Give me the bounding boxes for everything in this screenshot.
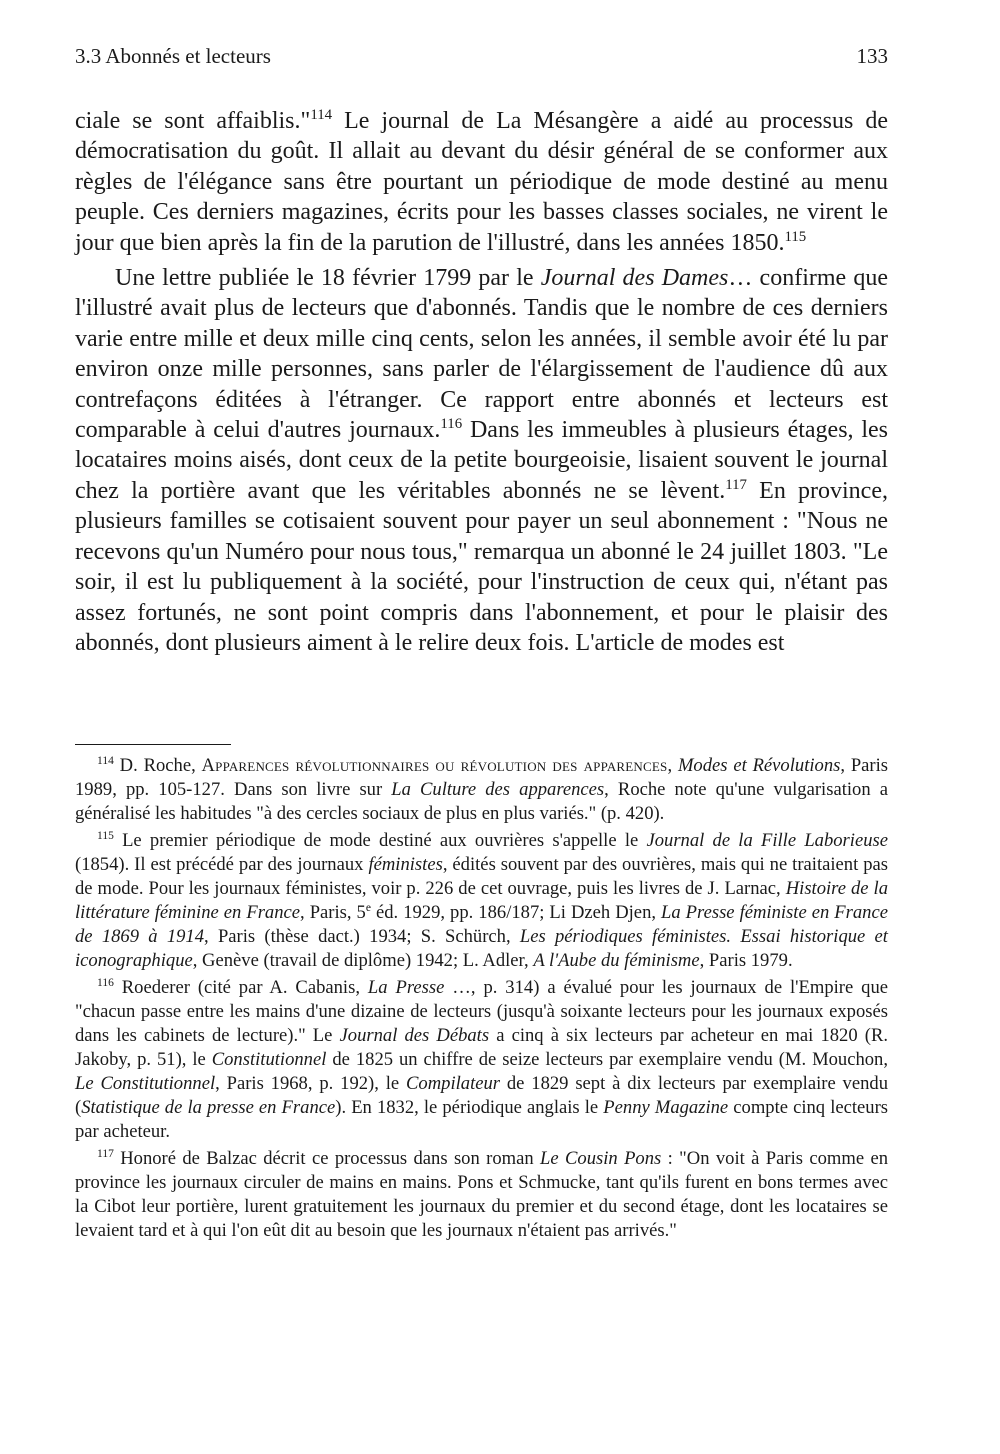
footnote-number: 115 bbox=[97, 830, 114, 843]
italic-title: Les périodiques féministes. Essai historique et iconographique bbox=[75, 926, 888, 971]
footnotes bbox=[75, 754, 888, 1246]
footnote-114 bbox=[75, 754, 888, 826]
text-run: … confirme que l'illustré avait plus de lecteurs que d'abonnés. Tandis que le nombre de ces derniers varie entre mille et deux mille cinq cents, selon les années, il semble avoir été lu par environ onze mille personnes, sans parler de l'élargissement de l'audience dû aux contrefaçons éditées à l'étranger. Ce rapport entre abonnés et lecteurs est comparable à celui d'autres journaux. bbox=[75, 265, 888, 444]
text-run: , bbox=[667, 755, 678, 776]
text-run: Une lettre publiée le 18 février 1799 par le bbox=[115, 265, 541, 292]
italic-title: Journal de la Fille Laborieuse bbox=[646, 830, 888, 851]
book-page bbox=[75, 0, 888, 1454]
text-run: compte cinq lecteurs par acheteur. bbox=[75, 1097, 889, 1142]
text-run: , édités souvent par des ouvrières, mais qui ne traitaient pas de mode. Pour les journaux féministes, voir p. 226 de cet ouvrage, puis les livres de J. Larnac, bbox=[75, 854, 888, 899]
text-run: a cinq à six lecteurs par acheteur en mai 1820 (R. Jakoby, p. 51), le bbox=[75, 1025, 888, 1070]
small-caps-title: Apparences révolutionnaires ou révolution des apparences bbox=[201, 755, 668, 776]
ordinal-sup: e bbox=[365, 902, 371, 915]
footnote-divider bbox=[75, 744, 231, 745]
text-run: D. Roche, bbox=[113, 755, 202, 776]
footnote-ref-114[interactable]: 114 bbox=[310, 107, 333, 124]
running-header bbox=[75, 44, 888, 74]
italic-title: Compilateur bbox=[406, 1073, 501, 1094]
text-run: , Paris 1968, p. 192), le bbox=[215, 1073, 407, 1094]
text-run: …, p. 314) a évalué pour les journaux de l'Empire que "chacun passe entre les mains d'une dizaine de lecteurs (jusqu'à soixante lecteurs pour les journaux exposés dans les cabinets de lecture)." Le bbox=[75, 977, 889, 1046]
italic-title: La Presse bbox=[367, 977, 445, 998]
italic-title: Constitutionnel bbox=[211, 1049, 327, 1070]
section-title: 3.3 Abonnés et lecteurs bbox=[75, 44, 271, 68]
text-run: Roederer (cité par A. Cabanis, bbox=[113, 977, 368, 998]
footnote-116 bbox=[75, 976, 888, 1144]
italic-title: Journal des Débats bbox=[339, 1025, 490, 1046]
text-run: , Roche note qu'une vulgarisation a généralisé les habitudes "à des cercles sociaux de plus en plus variés." (p. 420). bbox=[75, 779, 888, 824]
italic-word: féministes bbox=[368, 854, 443, 875]
text-run: de 1829 sept à dix lecteurs par exemplaire vendu ( bbox=[75, 1073, 888, 1118]
text-run: , Paris 1989, pp. 105-127. Dans son livre sur bbox=[75, 755, 889, 800]
italic-title: Le Cousin Pons bbox=[540, 1148, 662, 1169]
text-run: En province, plusieurs familles se cotisaient souvent pour payer un seul abonnement : "Nous ne recevons qu'un Numéro pour nous tous," remarqua un abonné le 24 juillet 1803. "Le soir, il est lu publiquement à la société, pour l'instruction de ceux qui, n'étant pas assez fortunés, ne sont point compris dans l'abonnement, et pour le plaisir des abonnés, dont plusieurs aiment à le relire deux fois. L'article de modes est bbox=[75, 477, 888, 656]
footnote-115 bbox=[75, 829, 888, 973]
text-run: ). En 1832, le périodique anglais le bbox=[335, 1097, 604, 1118]
text-run: Dans les immeubles à plusieurs étages, les locataires moins aisés, dont ceux de la petite bourgeoisie, lisaient souvent le journal chez la portière avant que les véritables abonnés ne se lèvent. bbox=[75, 417, 889, 504]
text-run: , Paris 1979. bbox=[699, 950, 793, 971]
text-run: Le journal de La Mésangère a aidé au processus de démocratisation du goût. Il allait au devant du désir général de se conformer aux règles de l'élégance sans être pourtant un périodique de mode destiné au menu peuple. Ces derniers magazines, écrits pour les basses classes sociales, ne virent le jour que bien après la fin de la parution de l'illustré, dans les années 1850. bbox=[75, 108, 888, 256]
text-run: Le premier périodique de mode destiné aux ouvrières s'appelle le bbox=[113, 830, 647, 851]
italic-title: A l'Aube du féminisme bbox=[533, 950, 700, 971]
footnote-number: 117 bbox=[97, 1148, 114, 1161]
italic-title: Journal des Dames bbox=[540, 265, 729, 292]
text-run: (1854). Il est précédé par des journaux bbox=[75, 854, 369, 875]
text-run: Honoré de Balzac décrit ce processus dans son roman bbox=[113, 1148, 541, 1169]
italic-title: Statistique de la presse en France bbox=[81, 1097, 336, 1118]
paragraph-1 bbox=[75, 106, 888, 258]
paragraph-2 bbox=[75, 263, 888, 658]
footnote-117 bbox=[75, 1147, 888, 1243]
footnote-ref-117[interactable]: 117 bbox=[725, 476, 747, 493]
text-run: éd. 1929, pp. 186/187; Li Dzeh Djen, bbox=[370, 902, 662, 923]
page-number: 133 bbox=[856, 44, 888, 68]
text-run: ciale se sont affaiblis." bbox=[75, 108, 311, 134]
italic-title: Histoire de la littérature féminine en France bbox=[75, 878, 888, 923]
text-run: , Paris, 5 bbox=[300, 902, 366, 923]
footnote-number: 114 bbox=[97, 755, 114, 768]
text-run: , Paris (thèse dact.) 1934; S. Schürch, bbox=[204, 926, 520, 947]
footnote-ref-116[interactable]: 116 bbox=[440, 416, 463, 433]
text-run: , Genève (travail de diplôme) 1942; L. Adler, bbox=[192, 950, 534, 971]
main-text bbox=[75, 106, 888, 658]
text-run: : "On voit à Paris comme en province les journaux circuler de mains en mains. Pons et Schmucke, tant qu'ils furent en bons termes avec la Cibot leur portière, lurent gratuitement les journaux du premier et du second étage, dont les locataires se levaient tard et à qui l'on eût dit au besoin que les journaux n'étaient pas arrivés." bbox=[75, 1148, 889, 1241]
italic-title: La Culture des apparences bbox=[391, 779, 605, 800]
footnote-number: 116 bbox=[97, 977, 114, 990]
italic-title: Modes et Révolutions bbox=[677, 755, 841, 776]
italic-title: Le Constitutionnel bbox=[75, 1073, 216, 1094]
text-run: de 1825 un chiffre de seize lecteurs par exemplaire vendu (M. Mouchon, bbox=[326, 1049, 888, 1070]
italic-title: Penny Magazine bbox=[603, 1097, 729, 1118]
footnote-ref-115[interactable]: 115 bbox=[784, 228, 807, 245]
italic-title: La Presse féministe en France de 1869 à 1914 bbox=[75, 902, 888, 947]
